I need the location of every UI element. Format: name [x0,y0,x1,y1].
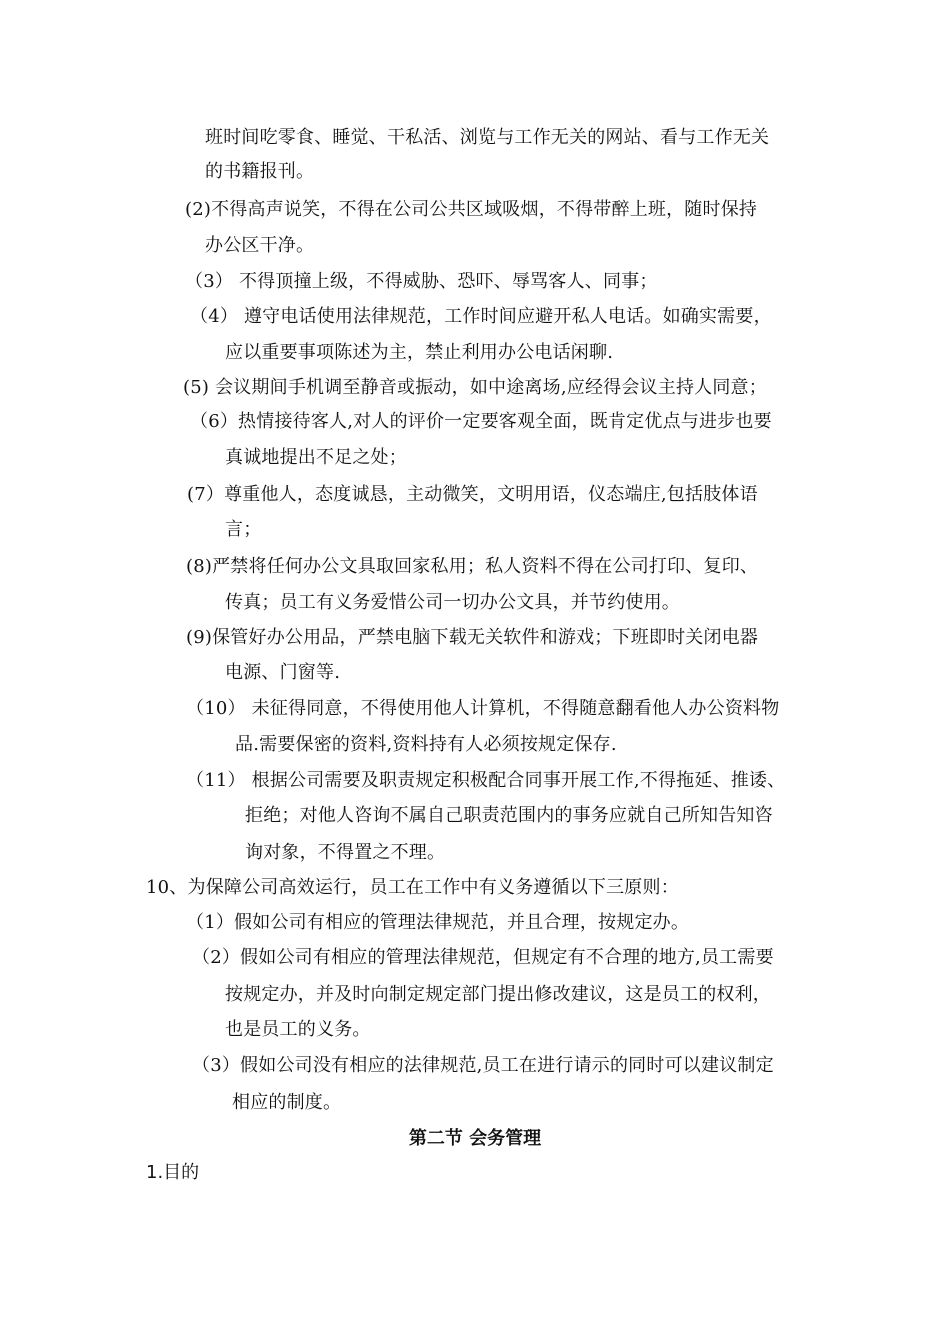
text-line: (7）尊重他人，态度诚恳，主动微笑，文明用语，仪态端庄,包括肢体语 [187,484,758,505]
text-line: 办公区干净。 [205,235,315,256]
text-line: （4） 遵守电话使用法律规范，工作时间应避开私人电话。如确实需要， [190,306,772,327]
text-line: 言； [225,519,262,540]
text-line: 品.需要保密的资料,资料持有人必须按规定保存. [235,734,617,755]
text-line: (8)严禁将任何办公文具取回家私用；私人资料不得在公司打印、复印、 [186,556,759,577]
text-line: （2）假如公司有相应的管理法律规范，但规定有不合理的地方,员工需要 [192,947,774,968]
subsection-title: 1.目的 [146,1162,200,1183]
text-line: (9)保管好办公用品，严禁电脑下载无关软件和游戏；下班即时关闭电器 [186,627,759,648]
section-heading: 第二节 会务管理 [408,1128,542,1149]
text-line: 按规定办，并及时向制定规定部门提出修改建议，这是员工的权利， [225,984,771,1005]
text-line: (2)不得高声说笑，不得在公司公共区域吸烟，不得带醉上班，随时保持 [185,199,758,220]
text-line: （11） 根据公司需要及职责规定积极配合同事开展工作,不得拖延、推诿、 [186,770,786,791]
text-line: 询对象，不得置之不理。 [245,842,446,863]
text-line: 电源、门窗等. [225,662,341,683]
text-line: 传真；员工有义务爱惜公司一切办公文具，并节约使用。 [225,592,680,613]
text-line: 拒绝；对他人咨询不属自己职责范围内的事务应就自己所知告知咨 [245,805,773,826]
text-line: （3）假如公司没有相应的法律规范,员工在进行请示的同时可以建议制定 [192,1055,774,1076]
text-line: 也是员工的义务。 [225,1019,371,1040]
text-line: 班时间吃零食、睡觉、干私活、浏览与工作无关的网站、看与工作无关 [205,127,770,148]
text-line: 真诚地提出不足之处； [225,447,407,468]
text-line: 相应的制度。 [232,1092,342,1113]
text-line: （1）假如公司有相应的管理法律规范，并且合理，按规定办。 [186,912,690,933]
text-line: 10、为保障公司高效运行，员工在工作中有义务遵循以下三原则： [146,877,679,898]
text-line: 应以重要事项陈述为主，禁止利用办公电话闲聊. [225,342,614,363]
text-line: 的书籍报刊。 [205,161,315,182]
text-line: (5) 会议期间手机调至静音或振动，如中途离场,应经得会议主持人同意； [183,377,767,398]
text-line: （3） 不得顶撞上级，不得威胁、恐吓、辱骂客人、同事； [185,271,658,292]
text-line: （10） 未征得同意，不得使用他人计算机，不得随意翻看他人办公资料物 [186,698,780,719]
text-line: （6）热情接待客人,对人的评价一定要客观全面，既肯定优点与进步也要 [190,411,772,432]
